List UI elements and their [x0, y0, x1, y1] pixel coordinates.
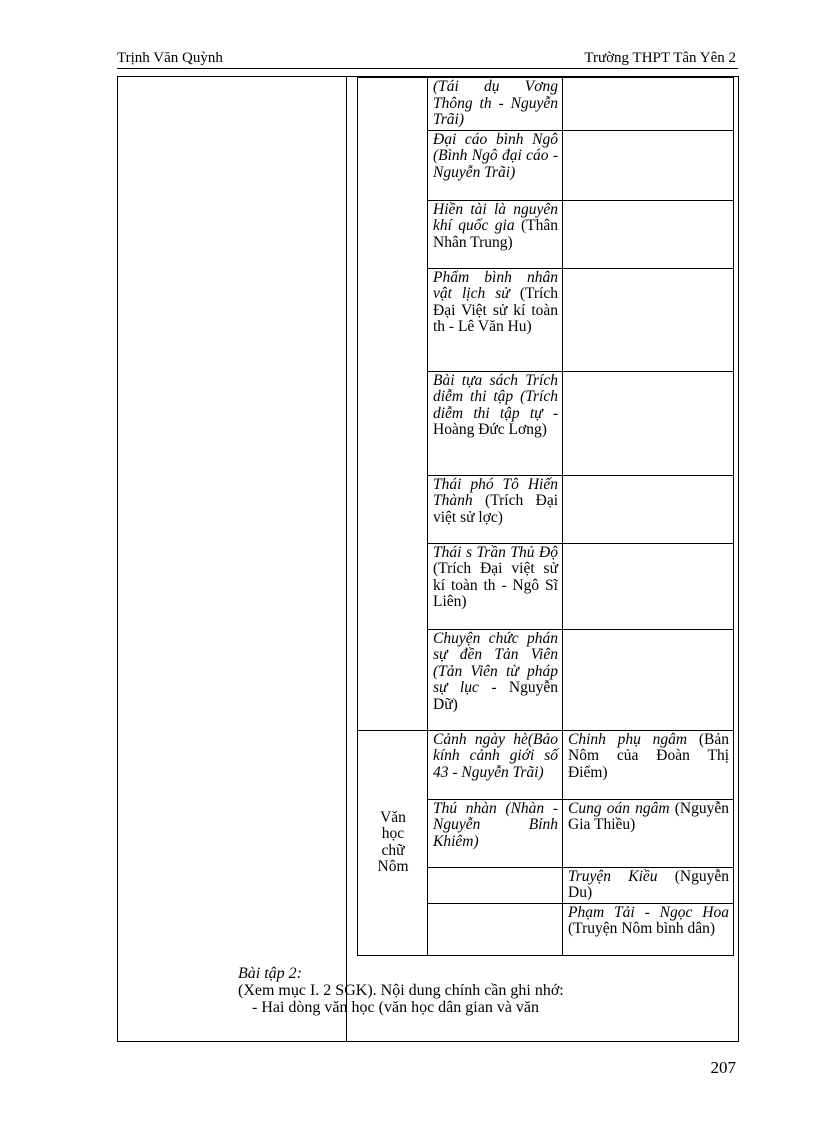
work-cell [428, 629, 563, 730]
exercise-bullet: - Hai dòng văn học (văn học dân gian và văn [252, 999, 540, 1016]
outer-frame [117, 76, 739, 1042]
empty-cell [563, 475, 734, 543]
work-cell [563, 730, 734, 799]
work-title: Hiền tài là nguyên khí quốc gia [433, 200, 558, 234]
empty-cell [428, 867, 563, 903]
empty-cell [563, 130, 734, 200]
work-title: Phẩm bình nhân vật lịch sử [433, 268, 558, 302]
empty-cell [563, 371, 734, 475]
page-number: 207 [710, 1058, 736, 1077]
work-cell [563, 903, 734, 955]
column-divider [346, 77, 347, 1041]
empty-cell [563, 268, 734, 371]
work-author: (Nguyễn Gia Thiều) [568, 799, 729, 833]
work-cell [428, 799, 563, 867]
work-title: Thái s Trần Thủ Độ [433, 543, 558, 561]
work-cell: (Tái dụ Vơng Thông th - Nguyễn Trãi) [428, 78, 563, 131]
table-row [358, 730, 734, 799]
work-author: (Trích Đại việt sử kí toàn th - Ngô Sĩ Liên) [433, 560, 558, 610]
genre-word: chữ [381, 841, 405, 859]
work-cell [428, 200, 563, 268]
work-title: Chinh phụ ngâm [568, 730, 688, 748]
genre-word: Văn [380, 808, 406, 826]
work-author: (Truyện Nôm bình dân) [568, 920, 716, 937]
work-author: (Bản Nôm của Đoàn Thị Điểm) [568, 730, 729, 781]
work-author: - Nguyễn Dữ) [433, 679, 558, 713]
work-title: Phạm Tải - Ngọc Hoa [568, 903, 729, 921]
work-cell: Đại cáo bình Ngô (Bình Ngô đại cáo - Nguyễn Trãi) [428, 130, 563, 200]
work-cell [428, 371, 563, 475]
work-title: Chuyện chức phán sự đền Tản Viên (Tản Viên từ pháp sự lục [433, 629, 558, 696]
work-author: (Trích Đại Việt sử kí toàn th - Lê Văn Hu) [433, 285, 558, 335]
empty-cell [563, 629, 734, 730]
work-cell [563, 867, 734, 903]
work-author: (Trích Đại việt sử lợc) [433, 492, 558, 526]
header-school: Trường THPT Tân Yên 2 [584, 50, 736, 66]
work-title: Bài tựa sách Trích diễm thi tập (Trích diễm thi tập tự [433, 371, 558, 422]
work-title: Thái phó Tô Hiến Thành [433, 475, 558, 509]
exercise-section [238, 965, 618, 1016]
genre-word: học [381, 825, 405, 842]
work-cell: Cảnh ngày hè(Bảo kính cảnh giới số 43 - Nguyễn Trãi) [428, 730, 563, 799]
header-author: Trịnh Văn Quỳnh [117, 50, 223, 66]
work-author: (Nguyễn Du) [568, 867, 729, 901]
work-author: (Thân Nhân Trung) [433, 217, 559, 251]
header-rule [117, 68, 738, 69]
work-title: Truyện Kiều [568, 867, 658, 885]
empty-cell [563, 543, 734, 629]
work-cell [428, 268, 563, 371]
work-author: - Hoàng Đức Lơng) [433, 404, 558, 438]
empty-cell [563, 200, 734, 268]
genre-cell-nom [358, 730, 428, 955]
genre-word: Nôm [377, 858, 409, 875]
exercise-instruction: (Xem mục I. 2 SGK). Nội dung chính cần ghi nhớ: [238, 982, 564, 999]
work-cell [428, 543, 563, 629]
exercise-title: Bài tập 2: [238, 965, 302, 982]
genre-cell-empty [358, 78, 428, 731]
table-row [358, 78, 734, 131]
work-title: Cung oán ngâm [568, 799, 670, 817]
literature-table [357, 77, 734, 956]
empty-cell [563, 78, 734, 131]
work-cell [428, 475, 563, 543]
work-text: Thú nhàn (Nhàn - Nguyễn Bỉnh Khiêm) [433, 799, 558, 850]
empty-cell [428, 903, 563, 955]
work-cell [563, 799, 734, 867]
